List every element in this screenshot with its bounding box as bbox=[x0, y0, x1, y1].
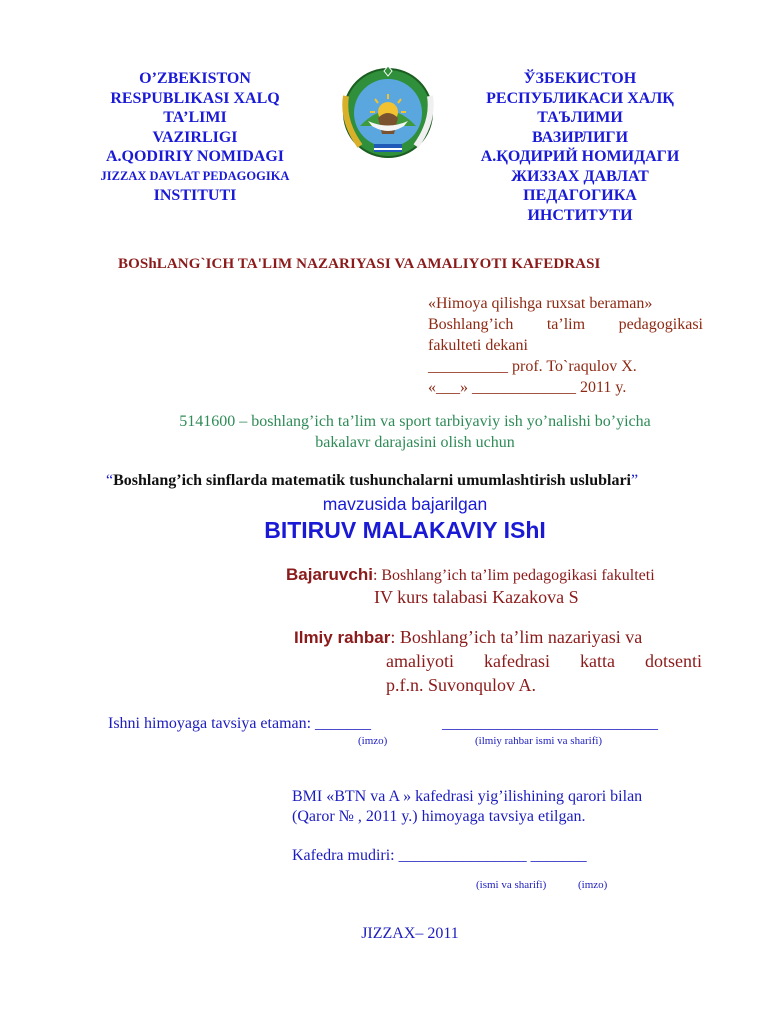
header-cyrillic-line: ЎЗБЕКИСТОН bbox=[523, 70, 637, 87]
header-cyrillic-line: ВАЗИРЛИГИ bbox=[531, 128, 629, 146]
bmi-line: BMI «BTN va A » kafedrasi yig’ilishining qarori bilan bbox=[292, 788, 643, 805]
supervisor-name-caption: (ilmiy rahbar ismi va sharifi) bbox=[475, 735, 603, 747]
header-cyrillic-line: ИНСТИТУТИ bbox=[527, 206, 633, 224]
recommend-name-line: ___________________________ bbox=[442, 715, 658, 732]
supervisor-line2 bbox=[386, 651, 702, 672]
work-title: BITIRUV MALAKAVIY IShI bbox=[264, 517, 546, 543]
header-latin-line: JIZZAX DAVLAT PEDAGOGIKA bbox=[100, 168, 290, 183]
approval-line-justified bbox=[428, 314, 703, 335]
supervisor-word: dotsenti bbox=[644, 651, 702, 671]
approval-line: «Himoya qilishga ruxsat beraman» bbox=[428, 295, 653, 312]
state-emblem-icon bbox=[338, 66, 438, 166]
kafedra-title: BOShLANG`ICH TA'LIM NAZARIYASI VA AMALIYOTI KAFEDRASI bbox=[118, 256, 601, 272]
approval-block bbox=[428, 293, 703, 398]
direction-text bbox=[100, 411, 730, 453]
supervisor-label: Ilmiy rahbar bbox=[294, 628, 391, 647]
executor-line2: IV kurs talabasi Kazakova S bbox=[374, 587, 579, 607]
executor-label: Bajaruvchi bbox=[286, 565, 373, 584]
header-cyrillic-line: А.ҚОДИРИЙ НОМИДАГИ bbox=[480, 148, 680, 165]
bmi-recommendation bbox=[292, 787, 642, 827]
header-latin-line: A.QODIRIY NOMIDAGI bbox=[105, 148, 285, 165]
bmi-line: (Qaror № , 2011 y.) himoyaga tavsiya etilgan. bbox=[292, 808, 586, 825]
header-latin-line: VAZIRLIGI bbox=[152, 128, 238, 146]
signature-caption: (imzo) bbox=[578, 879, 608, 891]
supervisor-line1: : Boshlang’ich ta’lim nazariyasi va bbox=[390, 627, 643, 647]
approval-line: fakulteti dekani bbox=[428, 337, 528, 354]
topic-open-quote: “ bbox=[106, 472, 114, 489]
header-latin-line: TA’LIMI bbox=[163, 109, 227, 126]
header-cyrillic-line: ТАЪЛИМИ bbox=[537, 109, 623, 126]
supervisor-block bbox=[294, 627, 642, 648]
header-cyrillic-line: РЕСПУБЛИКАСИ ХАЛҚ bbox=[486, 89, 674, 107]
head-of-department-line: Kafedra mudiri: ________________ _______ bbox=[292, 847, 587, 864]
executor-block bbox=[286, 565, 655, 585]
executor-line1: : Boshlang’ich ta’lim pedagogikasi fakulteti bbox=[372, 567, 655, 584]
approval-word: Boshlang’ich bbox=[428, 316, 514, 333]
recommend-line: Ishni himoyaga tavsiya etaman: _______ bbox=[108, 715, 372, 732]
header-cyrillic bbox=[455, 69, 705, 225]
topic-subtitle: mavzusida bajarilgan bbox=[322, 494, 488, 514]
approval-word: ta’lim bbox=[546, 316, 586, 333]
approval-date-line: «___» _____________ 2011 y. bbox=[428, 379, 627, 396]
approval-word: pedagogikasi bbox=[618, 316, 703, 333]
header-latin bbox=[70, 69, 320, 206]
supervisor-word: katta bbox=[579, 651, 615, 671]
topic-text: Boshlang’ich sinflarda matematik tushunchalarni umumlashtirish uslublari bbox=[113, 472, 631, 489]
direction-line: bakalavr darajasini olish uchun bbox=[315, 434, 515, 451]
footer-city-year: JIZZAX– 2011 bbox=[361, 925, 459, 942]
header-latin-line: RESPUBLIKASI XALQ bbox=[110, 89, 280, 107]
supervisor-word: kafedrasi bbox=[484, 651, 550, 671]
supervisor-line3: p.f.n. Suvonqulov A. bbox=[386, 675, 537, 695]
header-cyrillic-line: ПЕДАГОГИКА bbox=[523, 187, 637, 204]
thesis-topic bbox=[106, 472, 638, 490]
signature-caption: (imzo) bbox=[358, 735, 388, 747]
header-latin-line: O’ZBEKISTON bbox=[139, 70, 251, 87]
topic-close-quote: ” bbox=[631, 472, 639, 489]
approval-signature-line: __________ prof. To`raqulov X. bbox=[428, 358, 637, 375]
supervisor-word: amaliyoti bbox=[386, 651, 454, 671]
name-caption: (ismi va sharifi) bbox=[476, 879, 547, 891]
direction-line: 5141600 – boshlang’ich ta’lim va sport tarbiyaviy ish yo’nalishi bo’yicha bbox=[179, 413, 651, 430]
header-latin-line: INSTITUTI bbox=[153, 187, 237, 204]
header-cyrillic-line: ЖИЗЗАХ ДАВЛАТ bbox=[511, 167, 649, 185]
